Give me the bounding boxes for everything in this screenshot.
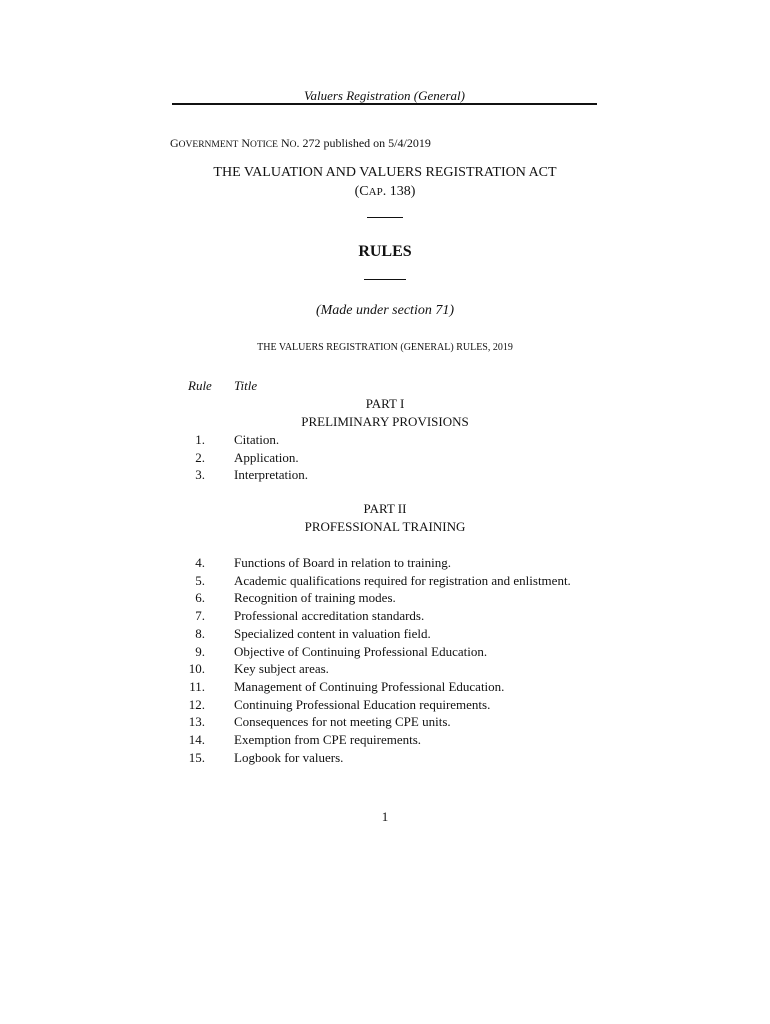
rule-number: 10. (188, 661, 205, 676)
rule-title: Professional accreditation standards. (234, 608, 425, 623)
part-name: PRELIMINARY PROVISIONS (301, 414, 469, 429)
rule-title: Objective of Continuing Professional Education. (234, 644, 488, 659)
act-cap-small: AP (368, 186, 383, 198)
toc-row (0, 643, 770, 661)
page-number: 1 (381, 809, 389, 824)
toc-row (0, 749, 770, 767)
notice-rest: . 272 published on 5/4/2019 (296, 136, 431, 150)
notice-no-n: N (280, 136, 290, 150)
rules-title: THE VALUERS REGISTRATION (GENERAL) RULES, 2019 (257, 342, 513, 353)
notice-g: G (170, 136, 179, 150)
rule-title: Continuing Professional Education requirements. (234, 697, 491, 712)
rule-title: Application. (234, 450, 299, 465)
rule-number: 11. (189, 679, 205, 694)
rule-number: 2. (195, 450, 205, 465)
rule-title: Logbook for valuers. (234, 750, 344, 765)
rule-number: 12. (188, 697, 205, 712)
rule-title: Exemption from CPE requirements. (234, 732, 422, 747)
rule-number: 9. (195, 644, 205, 659)
rule-number: 8. (195, 626, 205, 641)
divider-rule (364, 279, 406, 280)
rule-title: Functions of Board in relation to training. (234, 555, 451, 570)
toc-row (0, 431, 770, 449)
rules-heading: RULES (358, 243, 412, 260)
part-number: PART II (363, 501, 407, 516)
rule-title: Academic qualifications required for registration and enlistment. (234, 573, 571, 588)
header-rule (172, 103, 597, 105)
government-notice (170, 135, 431, 153)
toc-row (0, 589, 770, 607)
toc-row (0, 678, 770, 696)
toc-row (0, 449, 770, 467)
rule-number: 15. (188, 750, 205, 765)
toc-row (0, 554, 770, 572)
rule-number: 6. (195, 590, 205, 605)
rule-number: 5. (195, 573, 205, 588)
toc-row (0, 625, 770, 643)
rule-title: Interpretation. (234, 467, 308, 482)
rule-number: 4. (195, 555, 205, 570)
rule-number: 13. (188, 714, 205, 729)
act-cap-open: (C (354, 184, 369, 199)
column-header-title: Title (234, 378, 258, 393)
toc-row (0, 713, 770, 731)
part-name: PROFESSIONAL TRAINING (304, 519, 466, 534)
rule-title: Key subject areas. (234, 661, 329, 676)
act-cap-rest: . 138) (382, 184, 416, 199)
rule-title: Consequences for not meeting CPE units. (234, 714, 451, 729)
rule-number: 7. (195, 608, 205, 623)
toc-row (0, 731, 770, 749)
divider-rule (367, 217, 403, 218)
toc-row (0, 607, 770, 625)
toc-row (0, 696, 770, 714)
rule-title: Management of Continuing Professional Education. (234, 679, 505, 694)
act-chapter (150, 183, 620, 201)
notice-n: N (241, 136, 250, 150)
notice-overnment: OVERNMENT (178, 140, 239, 150)
toc-row (0, 660, 770, 678)
toc-row (0, 572, 770, 590)
rule-number: 1. (195, 432, 205, 447)
act-title: THE VALUATION AND VALUERS REGISTRATION ACT (213, 165, 557, 180)
rule-title: Specialized content in valuation field. (234, 626, 431, 641)
rule-number: 14. (188, 732, 205, 747)
notice-otice: OTICE (249, 140, 278, 150)
made-under-note: (Made under section 71) (315, 303, 455, 318)
toc-row (0, 466, 770, 484)
rule-title: Recognition of training modes. (234, 590, 396, 605)
notice-no-o: O (289, 140, 297, 150)
running-header: Valuers Registration (General) (303, 88, 466, 103)
part-number: PART I (365, 396, 405, 411)
column-header-rule: Rule (188, 378, 212, 393)
rule-title: Citation. (234, 432, 280, 447)
rule-number: 3. (195, 467, 205, 482)
